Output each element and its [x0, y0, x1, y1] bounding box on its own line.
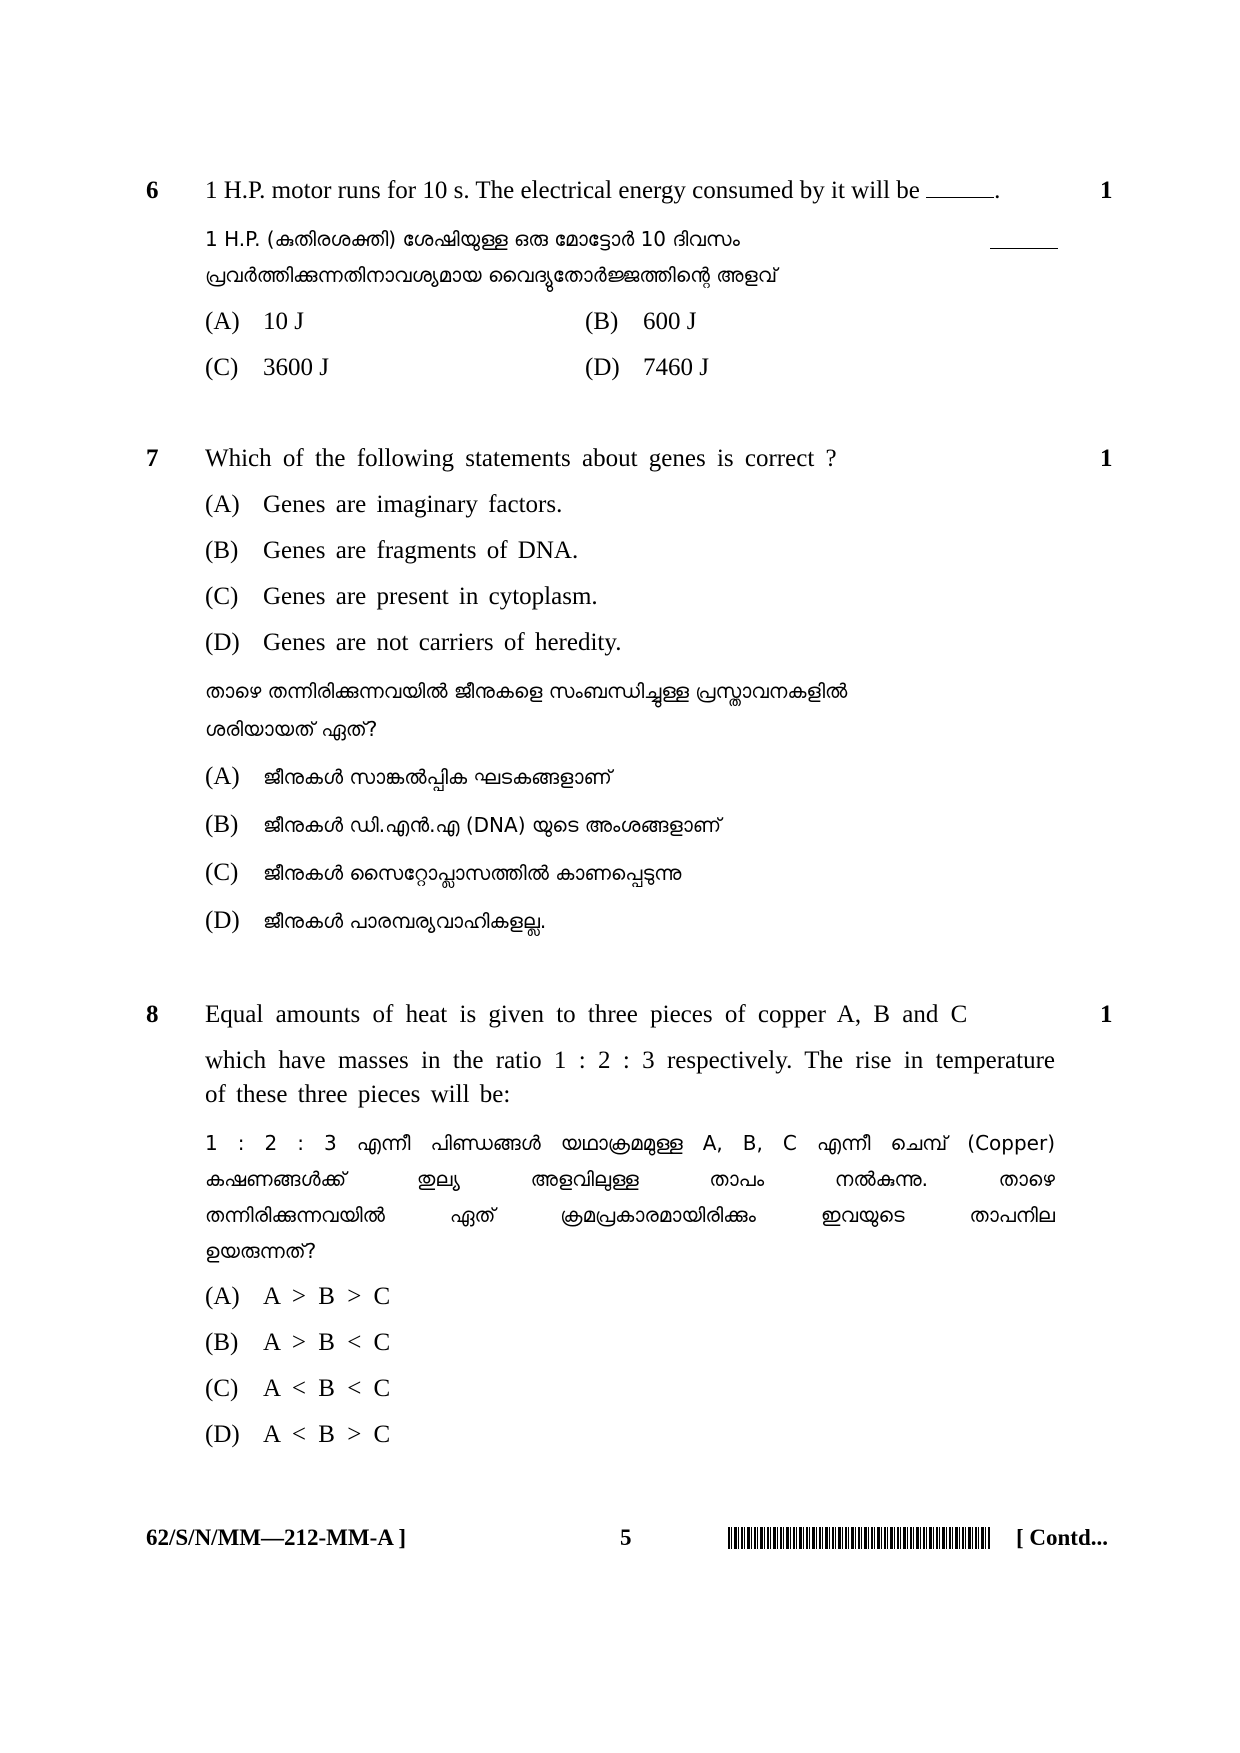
option-label: (A): [205, 308, 240, 335]
option-ml-c: [205, 856, 681, 890]
option-text: A < B > C: [263, 1421, 391, 1448]
barcode: [728, 1527, 990, 1549]
option-d: [205, 1418, 390, 1452]
option-text: A < B < C: [263, 1375, 391, 1402]
answer-blank: [990, 226, 1058, 249]
option-label: (B): [205, 811, 239, 838]
option-text: 10 J: [263, 308, 304, 335]
option-label: (C): [205, 583, 239, 610]
option-label: (C): [205, 1375, 239, 1402]
question-text-malayalam-line2: കഷണങ്ങൾക്ക് തുല്യ അളവിലുള്ള താപം നൽകുന്നു. താഴെ: [205, 1167, 1055, 1191]
option-text: 7460 J: [643, 354, 709, 381]
question-text-malayalam: താഴെ തന്നിരിക്കുന്നവയിൽ ജീനുകളെ സംബന്ധിച്ചുള്ള പ്രസ്താവനകളിൽ: [205, 679, 848, 703]
option-ml-d: [205, 904, 546, 938]
question-text-line: 1 H.P. (കുതിരശക്തി) ശേഷിയുള്ള ഒരു മോട്ടോർ 10 ദിവസം: [205, 227, 740, 251]
option-ml-a: [205, 760, 612, 794]
option-text: ജീനുകൾ ഡി.എൻ.എ (DNA) യുടെ അംശങ്ങളാണ്: [263, 813, 722, 837]
option-b: [585, 305, 696, 339]
question-text-english-line3: of these three pieces will be:: [205, 1081, 511, 1108]
continued-note: [ Contd...: [1016, 1525, 1109, 1550]
option-label: (D): [585, 354, 620, 381]
question-text-malayalam-line1: 1 : 2 : 3 എന്നീ പിണ്ഡങ്ങൾ യഥാക്രമമുള്ള A, B, C എന്നീ ചെമ്പ് (Copper): [205, 1131, 1055, 1155]
question-text-malayalam-line3: തന്നിരിക്കുന്നവയിൽ ഏത് ക്രമപ്രകാരമായിരിക്കും ഇവയുടെ താപനില: [205, 1203, 1055, 1227]
question-marks: 1: [1100, 1001, 1113, 1028]
option-label: (D): [205, 907, 240, 934]
option-label: (B): [205, 1329, 239, 1356]
option-ml-b: [205, 808, 721, 842]
question-marks: 1: [1100, 445, 1113, 472]
question-number: 7: [146, 445, 159, 472]
option-a: [205, 305, 304, 339]
question-text-malayalam-line4: ഉയരുന്നത്?: [205, 1239, 317, 1263]
question-text-english-line1: Equal amounts of heat is given to three pieces of copper A, B and C: [205, 1001, 968, 1028]
option-label: (A): [205, 1283, 240, 1310]
option-text: Genes are fragments of DNA.: [263, 537, 579, 564]
option-en-c: [205, 580, 598, 614]
option-label: (C): [205, 859, 239, 886]
option-text: ജീനുകൾ സൈറ്റോപ്ലാസത്തിൽ കാണപ്പെടുന്നു: [263, 861, 682, 885]
option-label: (D): [205, 629, 240, 656]
option-text: Genes are present in cytoplasm.: [263, 583, 598, 610]
question-text-english-line2: which have masses in the ratio 1 : 2 : 3 respectively. The rise in temperature: [205, 1047, 1055, 1074]
option-label: (B): [585, 308, 619, 335]
option-text: A > B > C: [263, 1283, 391, 1310]
option-text: 3600 J: [263, 354, 329, 381]
question-number: 8: [146, 1001, 159, 1028]
option-label: (B): [205, 537, 239, 564]
option-text: A > B < C: [263, 1329, 391, 1356]
question-number: 6: [146, 177, 159, 204]
option-d: [585, 351, 709, 385]
page-number: 5: [620, 1525, 632, 1550]
question-text-malayalam: [205, 222, 1055, 256]
question-text-english: Which of the following statements about genes is correct ?: [205, 445, 837, 472]
option-en-b: [205, 534, 578, 568]
question-text-malayalam-line2: ശരിയായത് ഏത്?: [205, 717, 378, 741]
option-c: [205, 1372, 390, 1406]
option-label: (C): [205, 354, 239, 381]
option-label: (A): [205, 491, 240, 518]
question-text-part: .: [994, 177, 1001, 204]
option-text: Genes are imaginary factors.: [263, 491, 563, 518]
option-text: ജീനുകൾ സാങ്കൽപ്പിക ഘടകങ്ങളാണ്: [263, 765, 612, 789]
option-en-d: [205, 626, 622, 660]
option-a: [205, 1280, 390, 1314]
option-text: 600 J: [643, 308, 697, 335]
option-text: Genes are not carriers of heredity.: [263, 629, 622, 656]
question-text-part: 1 H.P. motor runs for 10 s. The electrical energy consumed by it will be: [205, 177, 920, 204]
option-label: (D): [205, 1421, 240, 1448]
answer-blank: [926, 175, 994, 198]
option-b: [205, 1326, 390, 1360]
question-text-english: [205, 174, 1055, 208]
question-text-malayalam-line2: പ്രവർത്തിക്കുന്നതിനാവശ്യമായ വൈദ്യുതോർജ്ജത്തിന്റെ അളവ്: [205, 263, 778, 287]
option-label: (A): [205, 763, 240, 790]
option-c: [205, 351, 329, 385]
option-text: ജീനുകൾ പാരമ്പര്യവാഹികളല്ല.: [263, 909, 547, 933]
question-marks: 1: [1100, 177, 1113, 204]
option-en-a: [205, 488, 562, 522]
paper-code: 62/S/N/MM—212-MM-A ]: [146, 1525, 406, 1550]
